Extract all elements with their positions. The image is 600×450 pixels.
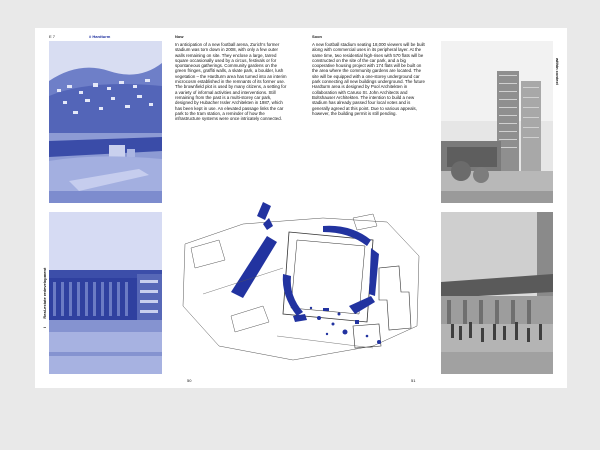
- site-plan-drawing: [173, 196, 429, 368]
- now-heading: Now: [175, 34, 184, 39]
- site-plan: [173, 196, 429, 368]
- car-park-photo: [49, 212, 162, 374]
- page-number-left: 50: [187, 378, 192, 383]
- left-running-mark: I: [42, 326, 47, 328]
- left-running-label: Real-estate redevelopment: [42, 267, 47, 319]
- left-running-title: [42, 268, 47, 328]
- hillside-photo-image: [49, 41, 162, 203]
- book-spread: [35, 28, 567, 388]
- stadium-rendering: [441, 212, 553, 374]
- right-running-title: within context: [555, 58, 560, 85]
- now-paragraph: In anticipation of a new football arena, Zurich's former stadium was torn down in 2008, with only a few outer walls remaining on site. They enclose a large, tarred square occasionally used by a circus, festivals or for spontaneous gatherings. Community gardens on the green fringes, graffiti walls, a skate park, a boulder, lush vegetation – the Hardturm area has turned into an interim microcosm established in the remnants of its former use. The brownfield plot is used by many citizens, a setting for a variety of informal activities and interventions. Still remaining from the past is a multi-storey car park, designed by Hubacher Issler Architekten in 1987, which has been kept in use. An elevated passage links the car park to the tram station, a reminder of how the infrastructure systems were once intricately connected.: [175, 42, 287, 122]
- place-title: # Hardturm: [89, 34, 111, 39]
- soon-paragraph: A new football stadium seating 18,000 viewers will be built along with commercial uses in its peripheral layer. At the same time, two residential high-rises with 570 flats will be constructed on the site of the car park, and a big cooperative housing project with 174 flats will be built on the area where the community gardens are located. The site will be equipped with a one-storey underground car park connecting all new buildings underground. The future Hardturm area is designed by Pool Architekten in collaboration with Caruso St. John Architects and Boltshauser Architekten. The intention to build a new stadium has already passed four local votes and is generally agreed at this point. Due to various appeals, however, the building permit is still pending.: [312, 42, 425, 116]
- section-code: E 7: [49, 34, 56, 39]
- stadium-rendering-image: [441, 212, 553, 374]
- towers-rendering: [441, 41, 553, 203]
- towers-rendering-image: [441, 41, 553, 203]
- soon-heading: Soon: [312, 34, 322, 39]
- car-park-photo-image: [49, 212, 162, 374]
- hillside-photo: [49, 41, 162, 203]
- page-number-right: 51: [411, 378, 416, 383]
